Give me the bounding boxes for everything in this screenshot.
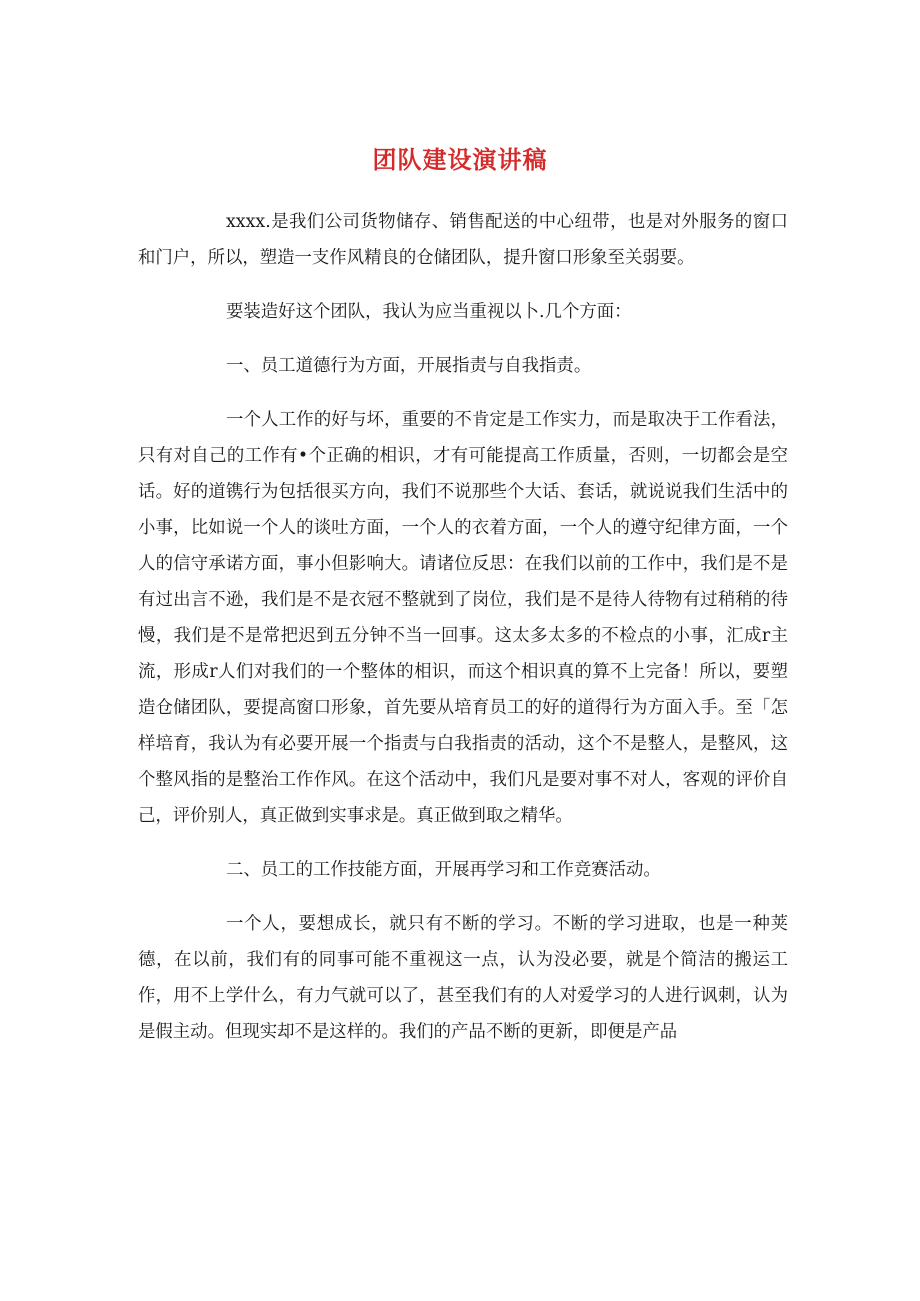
paragraph-gap (138, 276, 788, 294)
document-title: 团队建设演讲稿 (372, 146, 548, 174)
heading-section-2: 二、员工的工作技能方面，开展再学习和工作竞赛活动。 (226, 860, 661, 880)
paragraph-gap (138, 888, 788, 906)
paragraph-gap (138, 384, 788, 402)
paragraph-intro: xxxx.是我们公司货物储存、销售配送的中心纽带，也是对外服务的窗口和门户，所以，塑造一支作风精良的仓储团队，提升窗口形象至关弱要。 (138, 212, 788, 268)
paragraph-section-1-body: 一个人工作的好与坏，重要的不肯定是工作实力，而是取决于工作看法，只有对自己的工作有•个正确的相识，才有可能提高工作质量，否则，一切都会是空话。好的道镌行为包括很买方向，我们不说那些个大话、套话，就说说我们生活中的小事，比如说一个人的谈吐方面，一个人的衣着方面，一个人的遵守纪律方面，一个人的信守承诺方面，事小但影响大。请诸位反思：在我们以前的工作中，我们是不是有过出言不逊，我们是不是衣冠不整就到了岗位，我们是不是待人待物有过稍稍的待慢，我们是不是常把迟到五分钟不当一回事。这太多太多的不检点的小事，汇成r主流，形成r人们对我们的一个整体的相识，而这个相识真的算不上完备！所以，要塑造仓储团队，要提高窗口形象，首先要从培育员工的好的道得行为方面入手。至「怎样培育，我认为有必要开展一个指责与白我指责的活动，这个不是整人，是整风，这个整风指的是整治工作作风。在这个活动中，我们凡是要对事不对人，客观的评价自己，评价别人，真正做到实事求是。真正做到取之精华。 (138, 410, 788, 826)
heading-section-1: 一、员工道德行为方面，开展指责与自我指责。 (226, 356, 592, 376)
document-body (138, 204, 788, 1050)
paragraph-gap (138, 330, 788, 348)
paragraph-aspects: 要装造好这个团队，我认为应当重视以卜.几个方面： (226, 302, 632, 322)
paragraph-section-2-body: 一个人，要想成长，就只有不断的学习。不断的学习进取，也是一种荚德，在以前，我们有的同事可能不重视这一点，认为没必要，就是个简洁的搬运工作，用不上学什么，有力气就可以了，甚至我们有的人对爱学习的人进行讽刺，认为是假主动。但现实却不是这样的。我们的产品不断的更新，即便是产品 (138, 914, 788, 1042)
paragraph-gap (138, 834, 788, 852)
